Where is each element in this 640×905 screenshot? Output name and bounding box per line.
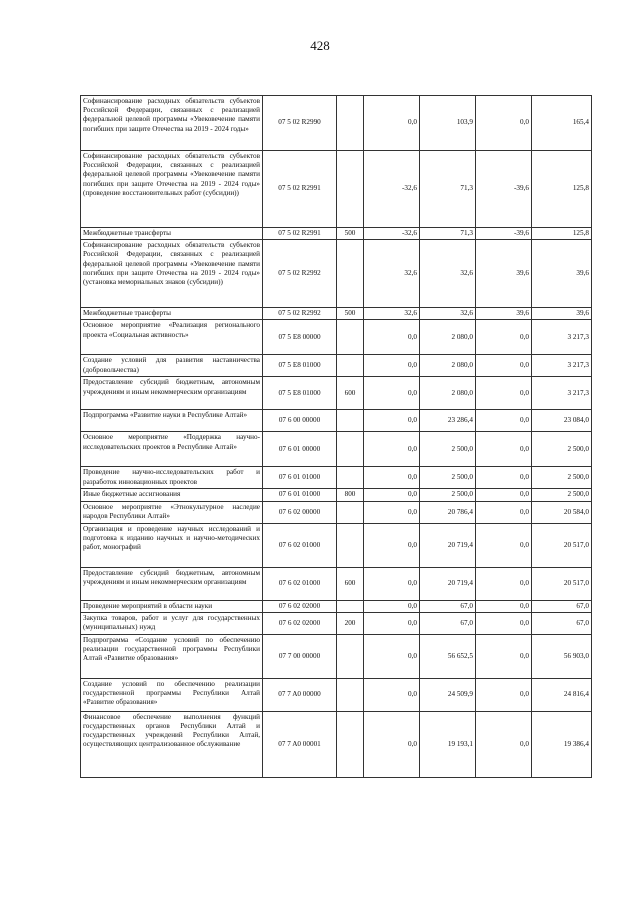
row-value-3: 0,0 [476, 567, 532, 600]
table-row [81, 567, 592, 600]
row-name: Иные бюджетные ассигнования [81, 489, 263, 501]
row-name: Софинансирование расходных обязательств субъектов Российской Федерации, связанных с реализацией федеральной целевой программы «Увековечение памяти погибших при защите Отечества на 2019 - 2024 годы» (установка мемориальных знаков (субсидии)) [81, 240, 263, 308]
row-value-3: 0,0 [476, 600, 532, 612]
row-value-4: 125,8 [532, 151, 592, 228]
table-row [81, 377, 592, 410]
table-row [81, 432, 592, 467]
row-value-2: 2 500,0 [420, 467, 476, 489]
row-expense-type: 200 [337, 612, 364, 634]
row-value-3: 0,0 [476, 410, 532, 432]
row-value-4: 19 386,4 [532, 711, 592, 777]
row-name: Предоставление субсидий бюджетным, автономным учреждениям и иным некоммерческим организациям [81, 567, 263, 600]
table-row [81, 320, 592, 355]
row-value-4: 2 500,0 [532, 489, 592, 501]
row-name: Подпрограмма «Создание условий по обеспечению реализации государственной программы Республики Алтай «Развитие образования» [81, 634, 263, 678]
table-row [81, 240, 592, 308]
table-row [81, 612, 592, 634]
table-row [81, 355, 592, 377]
row-value-1: 0,0 [364, 567, 420, 600]
row-value-1: 0,0 [364, 467, 420, 489]
row-value-3: 0,0 [476, 377, 532, 410]
table-row [81, 501, 592, 523]
row-expense-type [337, 240, 364, 308]
row-code: 07 5 02 R2992 [263, 240, 337, 308]
row-value-1: 0,0 [364, 96, 420, 151]
row-value-2: 2 080,0 [420, 377, 476, 410]
row-value-3: 0,0 [476, 711, 532, 777]
row-value-3: 39,6 [476, 240, 532, 308]
row-value-4: 20 517,0 [532, 567, 592, 600]
row-value-2: 20 719,4 [420, 567, 476, 600]
row-code: 07 6 01 00000 [263, 432, 337, 467]
row-value-4: 165,4 [532, 96, 592, 151]
row-code: 07 5 E8 00000 [263, 320, 337, 355]
row-value-2: 2 080,0 [420, 320, 476, 355]
row-name: Финансовое обеспечение выполнения функций государственных органов Республики Алтай и государственных учреждений Республики Алтай, осуществляющих централизованное обслуживание [81, 711, 263, 777]
page-number: 428 [310, 38, 330, 53]
row-name: Основное мероприятие «Реализация регионального проекта «Социальная активность» [81, 320, 263, 355]
row-value-2: 2 500,0 [420, 432, 476, 467]
row-code: 07 6 02 02000 [263, 600, 337, 612]
row-expense-type: 600 [337, 377, 364, 410]
row-value-3: 0,0 [476, 320, 532, 355]
row-name: Софинансирование расходных обязательств субъектов Российской Федерации, связанных с реализацией федеральной целевой программы «Увековечение памяти погибших при защите Отечества на 2019 - 2024 годы» [81, 96, 263, 151]
table-row [81, 678, 592, 711]
row-name: Закупка товаров, работ и услуг для государственных (муниципальных) нужд [81, 612, 263, 634]
row-code: 07 5 02 R2990 [263, 96, 337, 151]
row-value-4: 3 217,3 [532, 355, 592, 377]
row-name: Проведение научно-исследовательских работ и разработок инновационных проектов [81, 467, 263, 489]
row-value-1: 0,0 [364, 634, 420, 678]
row-value-4: 20 584,0 [532, 501, 592, 523]
row-value-1: 0,0 [364, 489, 420, 501]
row-value-3: 0,0 [476, 612, 532, 634]
row-value-4: 20 517,0 [532, 523, 592, 567]
row-expense-type: 500 [337, 308, 364, 320]
row-value-4: 39,6 [532, 240, 592, 308]
row-code: 07 6 00 00000 [263, 410, 337, 432]
row-code: 07 7 A0 00000 [263, 678, 337, 711]
row-value-2: 20 719,4 [420, 523, 476, 567]
row-value-4: 67,0 [532, 600, 592, 612]
row-name: Межбюджетные трансферты [81, 228, 263, 240]
row-expense-type [337, 355, 364, 377]
row-value-1: 0,0 [364, 355, 420, 377]
row-value-3: 0,0 [476, 634, 532, 678]
table-body [81, 96, 592, 778]
row-value-1: 32,6 [364, 308, 420, 320]
row-value-2: 32,6 [420, 240, 476, 308]
row-name: Софинансирование расходных обязательств субъектов Российской Федерации, связанных с реализацией федеральной целевой программы «Увековечение памяти погибших при защите Отечества на 2019 - 2024 годы» (проведение восстановительных работ (субсидии)) [81, 151, 263, 228]
row-value-2: 19 193,1 [420, 711, 476, 777]
row-name: Создание условий по обеспечению реализации государственной программы Республики Алтай «Развитие образования» [81, 678, 263, 711]
row-expense-type [337, 96, 364, 151]
row-value-4: 39,6 [532, 308, 592, 320]
row-value-1: 0,0 [364, 523, 420, 567]
table-row [81, 711, 592, 777]
row-code: 07 5 E8 01000 [263, 377, 337, 410]
row-value-4: 23 084,0 [532, 410, 592, 432]
row-value-1: 0,0 [364, 678, 420, 711]
row-value-2: 2 500,0 [420, 489, 476, 501]
row-code: 07 5 02 R2991 [263, 151, 337, 228]
row-expense-type [337, 432, 364, 467]
row-code: 07 6 02 01000 [263, 567, 337, 600]
row-name: Межбюджетные трансферты [81, 308, 263, 320]
row-value-4: 24 816,4 [532, 678, 592, 711]
row-value-1: 0,0 [364, 600, 420, 612]
row-value-2: 67,0 [420, 600, 476, 612]
row-value-2: 24 509,9 [420, 678, 476, 711]
row-value-2: 32,6 [420, 308, 476, 320]
row-expense-type [337, 600, 364, 612]
row-code: 07 6 02 00000 [263, 501, 337, 523]
table-row [81, 467, 592, 489]
row-value-2: 56 652,5 [420, 634, 476, 678]
row-expense-type [337, 634, 364, 678]
row-value-1: 0,0 [364, 711, 420, 777]
table-row [81, 489, 592, 501]
row-expense-type: 600 [337, 567, 364, 600]
row-value-4: 3 217,3 [532, 320, 592, 355]
row-name: Основное мероприятие «Этнокультурное наследие народов Республики Алтай» [81, 501, 263, 523]
row-expense-type: 800 [337, 489, 364, 501]
table-row [81, 308, 592, 320]
row-value-1: -32,6 [364, 151, 420, 228]
row-value-4: 125,8 [532, 228, 592, 240]
row-code: 07 5 02 R2992 [263, 308, 337, 320]
table-row [81, 523, 592, 567]
table-row [81, 151, 592, 228]
row-value-3: 0,0 [476, 467, 532, 489]
row-code: 07 6 01 01000 [263, 467, 337, 489]
row-name: Организация и проведение научных исследований и подготовка к изданию научных и научно-методических работ, монографий [81, 523, 263, 567]
row-value-2: 67,0 [420, 612, 476, 634]
row-value-3: 0,0 [476, 355, 532, 377]
row-value-2: 2 080,0 [420, 355, 476, 377]
row-expense-type [337, 523, 364, 567]
row-code: 07 6 02 01000 [263, 523, 337, 567]
row-expense-type [337, 711, 364, 777]
row-code: 07 6 01 01000 [263, 489, 337, 501]
row-value-3: 0,0 [476, 678, 532, 711]
row-expense-type [337, 467, 364, 489]
row-value-4: 56 903,0 [532, 634, 592, 678]
row-value-1: 0,0 [364, 612, 420, 634]
row-name: Основное мероприятие «Поддержка научно-исследовательских проектов в Республике Алтай» [81, 432, 263, 467]
row-value-2: 71,3 [420, 151, 476, 228]
row-name: Предоставление субсидий бюджетным, автономным учреждениям и иным некоммерческим организациям [81, 377, 263, 410]
row-expense-type [337, 678, 364, 711]
table-row [81, 410, 592, 432]
row-code: 07 5 E8 01000 [263, 355, 337, 377]
row-code: 07 7 00 00000 [263, 634, 337, 678]
row-code: 07 5 02 R2991 [263, 228, 337, 240]
row-value-2: 71,3 [420, 228, 476, 240]
row-value-4: 2 500,0 [532, 432, 592, 467]
row-value-2: 23 286,4 [420, 410, 476, 432]
table-row [81, 96, 592, 151]
budget-table [80, 95, 592, 778]
row-expense-type: 500 [337, 228, 364, 240]
row-value-1: 0,0 [364, 320, 420, 355]
row-expense-type [337, 501, 364, 523]
row-value-1: 0,0 [364, 501, 420, 523]
row-value-4: 67,0 [532, 612, 592, 634]
row-value-3: -39,6 [476, 151, 532, 228]
row-value-2: 103,9 [420, 96, 476, 151]
row-name: Проведение мероприятий в области науки [81, 600, 263, 612]
row-expense-type [337, 151, 364, 228]
row-value-1: 32,6 [364, 240, 420, 308]
row-value-3: -39,6 [476, 228, 532, 240]
row-value-2: 20 786,4 [420, 501, 476, 523]
row-value-1: 0,0 [364, 377, 420, 410]
row-expense-type [337, 320, 364, 355]
row-code: 07 7 A0 00001 [263, 711, 337, 777]
row-value-4: 2 500,0 [532, 467, 592, 489]
table-row [81, 600, 592, 612]
row-value-3: 0,0 [476, 96, 532, 151]
row-code: 07 6 02 02000 [263, 612, 337, 634]
table-row [81, 228, 592, 240]
row-value-3: 0,0 [476, 523, 532, 567]
row-expense-type [337, 410, 364, 432]
row-value-1: 0,0 [364, 432, 420, 467]
row-value-1: 0,0 [364, 410, 420, 432]
row-name: Создание условий для развития наставничества (добровольчества) [81, 355, 263, 377]
row-value-3: 0,0 [476, 501, 532, 523]
row-value-3: 39,6 [476, 308, 532, 320]
row-value-1: -32,6 [364, 228, 420, 240]
row-value-3: 0,0 [476, 489, 532, 501]
row-value-3: 0,0 [476, 432, 532, 467]
row-value-4: 3 217,3 [532, 377, 592, 410]
row-name: Подпрограмма «Развитие науки в Республике Алтай» [81, 410, 263, 432]
table-row [81, 634, 592, 678]
